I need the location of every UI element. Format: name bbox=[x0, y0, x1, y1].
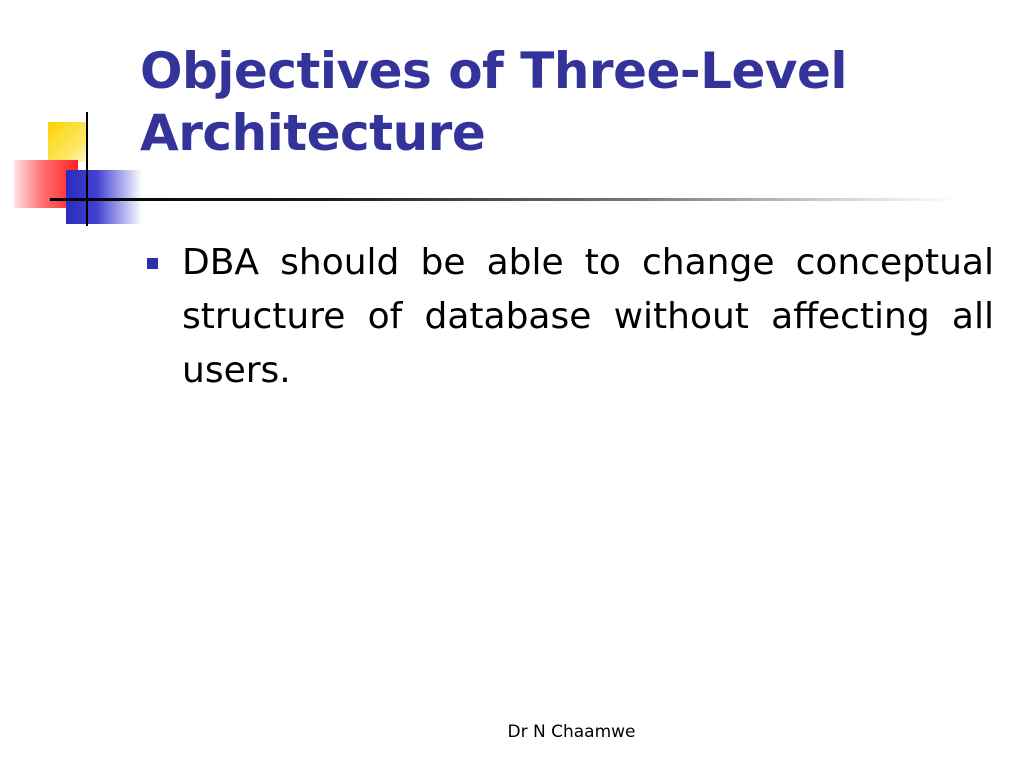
slide-footer: Dr N Chaamwe bbox=[507, 722, 636, 742]
blue-square-decoration bbox=[66, 170, 142, 224]
square-bullet-icon bbox=[147, 258, 158, 269]
bullet-item bbox=[144, 236, 994, 398]
bullet-list bbox=[144, 236, 994, 398]
title-underline-rule bbox=[50, 198, 960, 201]
bullet-text: DBA should be able to change conceptual structure of database without affecting all users. bbox=[182, 242, 994, 391]
corner-decoration bbox=[0, 0, 150, 240]
vertical-rule-decoration bbox=[86, 112, 88, 226]
yellow-square-decoration bbox=[48, 122, 88, 162]
slide-title: Objectives of Three-Level Architecture bbox=[140, 42, 848, 162]
